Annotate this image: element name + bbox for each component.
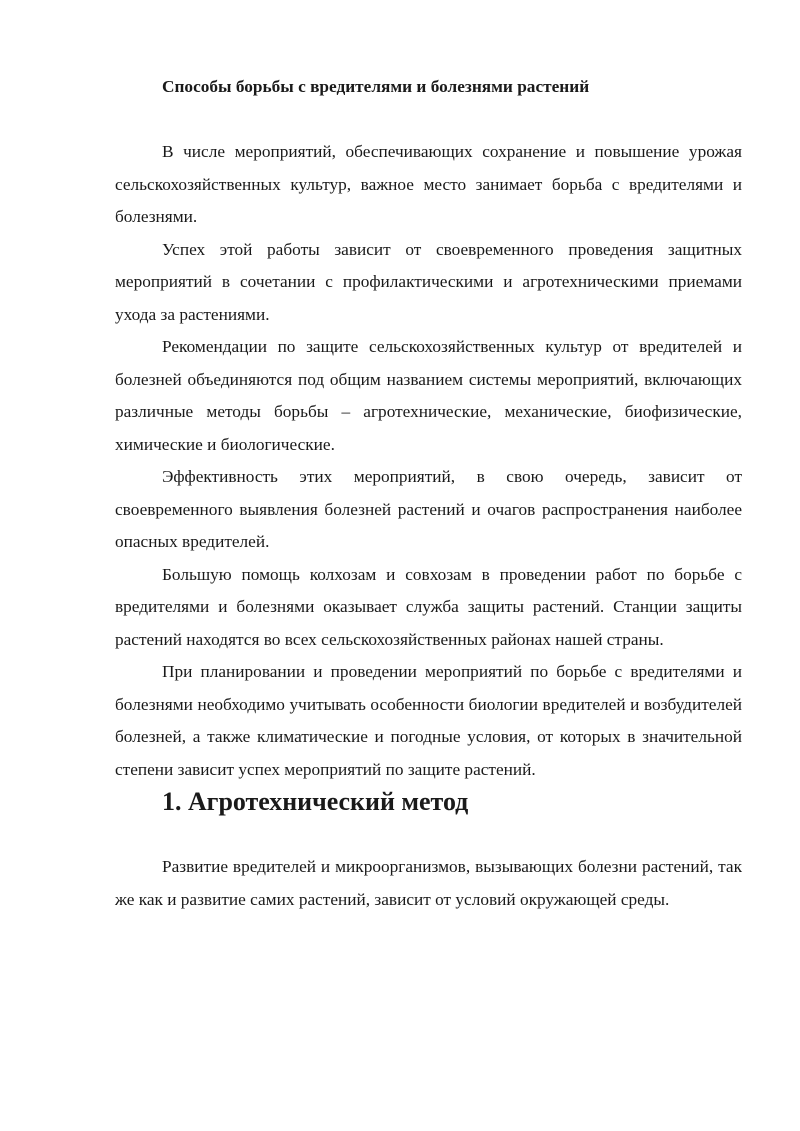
spacer [115, 104, 742, 136]
section-heading: 1. Агротехнический метод [162, 787, 469, 816]
document-body [115, 70, 742, 916]
paragraph: При планировании и проведении мероприятий по борьбе с вредителями и болезнями необходимо учитывать особенности биологии вредителей и возбудителей болезней, а также климатические и погодные условия, от которых в значительной степени зависит успех мероприятий по защите растений. [115, 662, 742, 779]
paragraph: Успех этой работы зависит от своевременного проведения защитных мероприятий в сочетании с профилактическими и агротехническими приемами ухода за растениями. [115, 239, 742, 324]
spacer [115, 818, 742, 851]
paragraph: Развитие вредителей и микроорганизмов, вызывающих болезни растений, так же как и развитие самих растений, зависит от условий окружающей среды. [115, 857, 742, 909]
paragraph: Эффективность этих мероприятий, в свою очередь, зависит от своевременного выявления болезней растений и очагов распространения наиболее опасных вредителей. [115, 467, 742, 551]
paragraph: Рекомендации по защите сельскохозяйственных культур от вредителей и болезней объединяются под общим названием системы мероприятий, включающих различные методы борьбы – агротехнические, механические, биофизические, химические и биологические. [115, 337, 742, 454]
paragraph: В числе мероприятий, обеспечивающих сохранение и повышение урожая сельскохозяйственных культур, важное место занимает борьба с вредителями и болезнями. [115, 142, 742, 226]
document-title: Способы борьбы с вредителями и болезнями растений [162, 77, 590, 96]
paragraph: Большую помощь колхозам и совхозам в проведении работ по борьбе с вредителями и болезнями оказывает служба защиты растений. Станции защиты растений находятся во всех сельскохозяйственных районах нашей страны. [115, 564, 742, 649]
